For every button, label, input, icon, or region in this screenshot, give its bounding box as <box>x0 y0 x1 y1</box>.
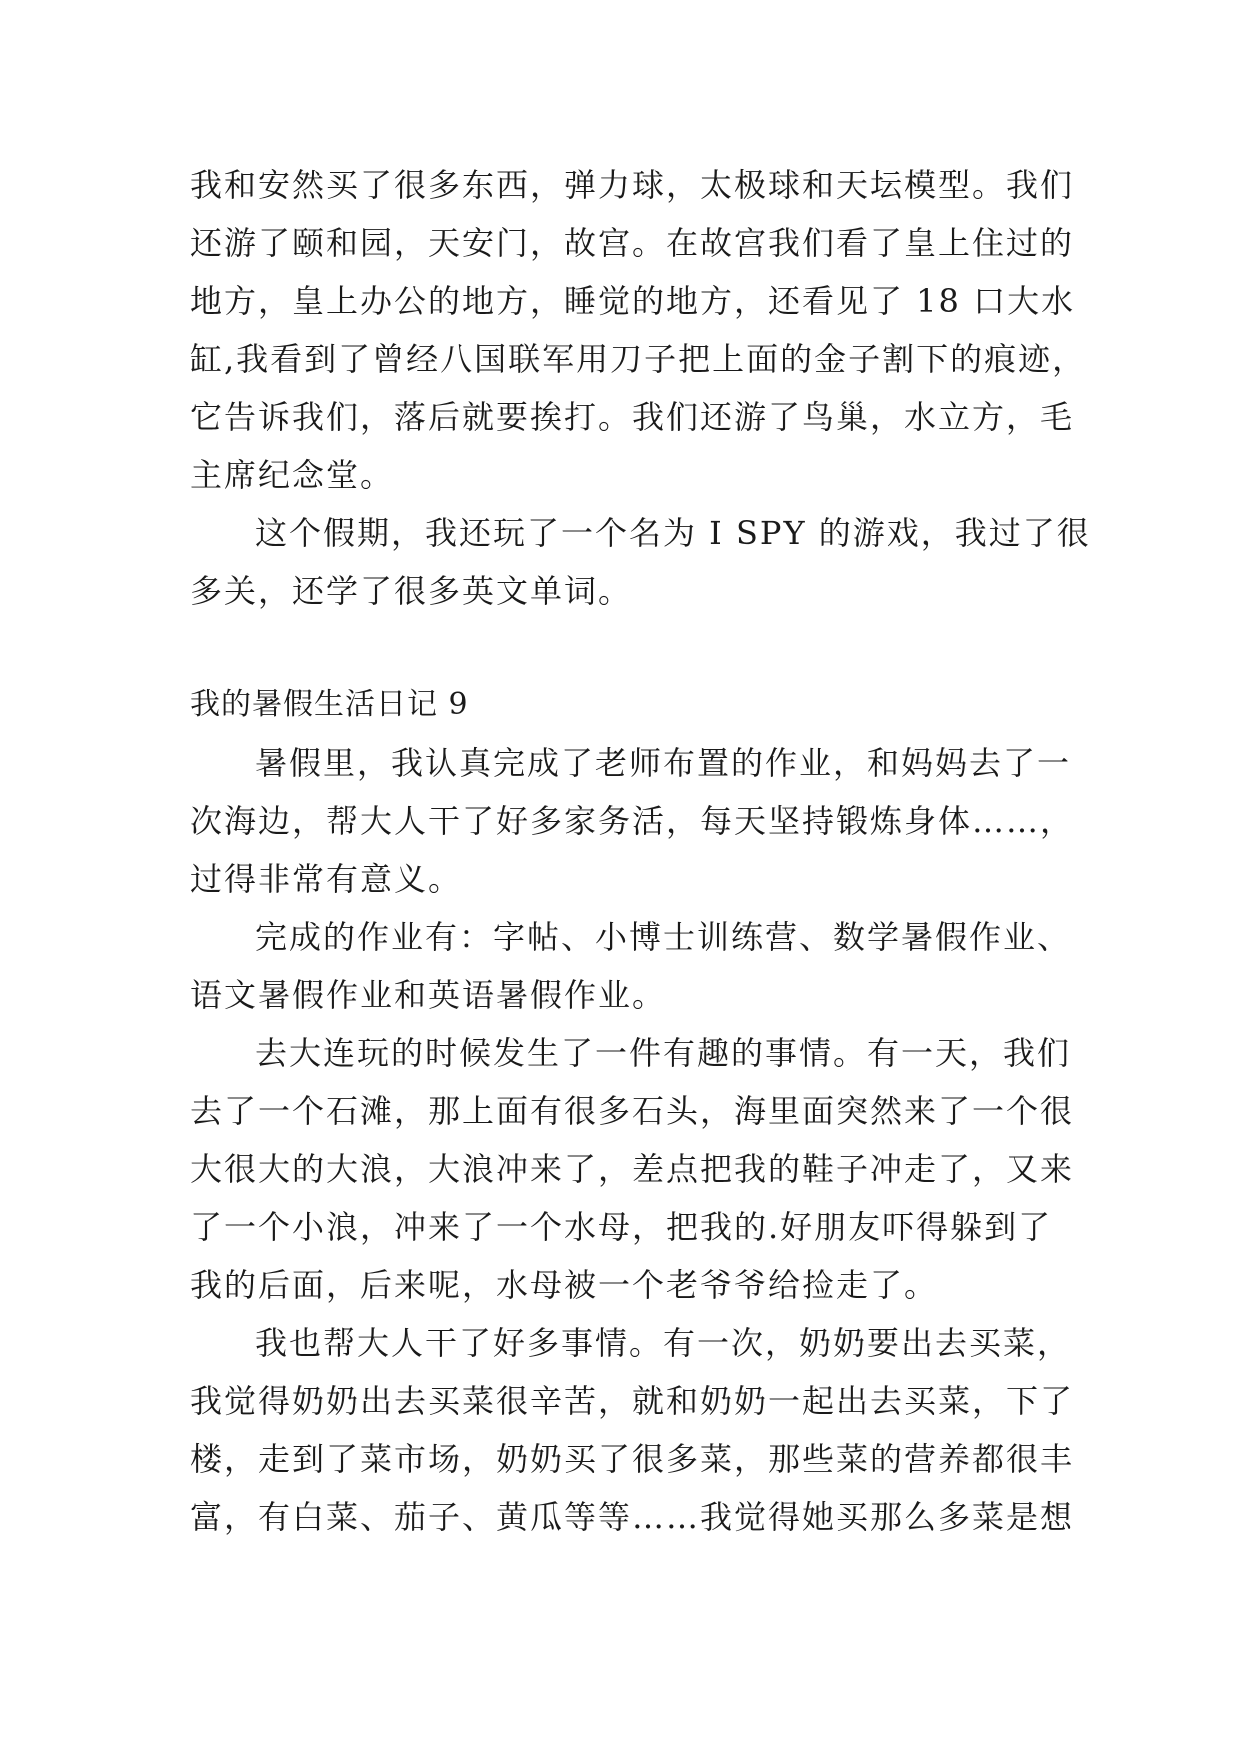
text-line: 了一个小浪，冲来了一个水母，把我的.好朋友吓得躲到了 <box>190 1208 1053 1246</box>
text-line: 过得非常有意义。 <box>190 860 463 898</box>
text-line: 还游了颐和园，天安门，故宫。在故宫我们看了皇上住过的 <box>190 224 1075 262</box>
text-line: 次海边，帮大人干了好多家务活，每天坚持锻炼身体……， <box>190 802 1075 840</box>
text-line: 去大连玩的时候发生了一件有趣的事情。有一天，我们 <box>255 1034 1072 1072</box>
text-line: 缸,我看到了曾经八国联军用刀子把上面的金子割下的痕迹， <box>190 340 1087 378</box>
text-line: 完成的作业有：字帖、小博士训练营、数学暑假作业、 <box>255 918 1072 956</box>
text-line: 多关，还学了很多英文单词。 <box>190 572 633 610</box>
text-line: 我觉得奶奶出去买菜很辛苦，就和奶奶一起出去买菜，下了 <box>190 1382 1075 1420</box>
section-heading: 我的暑假生活日记 9 <box>190 687 469 722</box>
text-line: 我和安然买了很多东西，弹力球，太极球和天坛模型。我们 <box>190 166 1075 204</box>
text-line: 富，有白菜、茄子、黄瓜等等……我觉得她买那么多菜是想 <box>190 1498 1075 1536</box>
text-line: 去了一个石滩，那上面有很多石头，海里面突然来了一个很 <box>190 1092 1075 1130</box>
text-line: 这个假期，我还玩了一个名为 I SPY 的游戏，我过了很 <box>255 514 1091 552</box>
text-line: 我的后面，后来呢，水母被一个老爷爷给捡走了。 <box>190 1266 939 1304</box>
text-line: 语文暑假作业和英语暑假作业。 <box>190 976 667 1014</box>
text-line: 主席纪念堂。 <box>190 456 395 494</box>
text-line: 楼，走到了菜市场，奶奶买了很多菜，那些菜的营养都很丰 <box>190 1440 1075 1478</box>
text-line: 暑假里，我认真完成了老师布置的作业，和妈妈去了一 <box>255 744 1072 782</box>
text-line: 大很大的大浪，大浪冲来了，差点把我的鞋子冲走了，又来 <box>190 1150 1075 1188</box>
text-line: 我也帮大人干了好多事情。有一次，奶奶要出去买菜， <box>255 1324 1072 1362</box>
text-line: 地方，皇上办公的地方，睡觉的地方，还看见了 18 口大水 <box>190 282 1076 320</box>
text-line: 它告诉我们，落后就要挨打。我们还游了鸟巢，水立方，毛 <box>190 398 1075 436</box>
